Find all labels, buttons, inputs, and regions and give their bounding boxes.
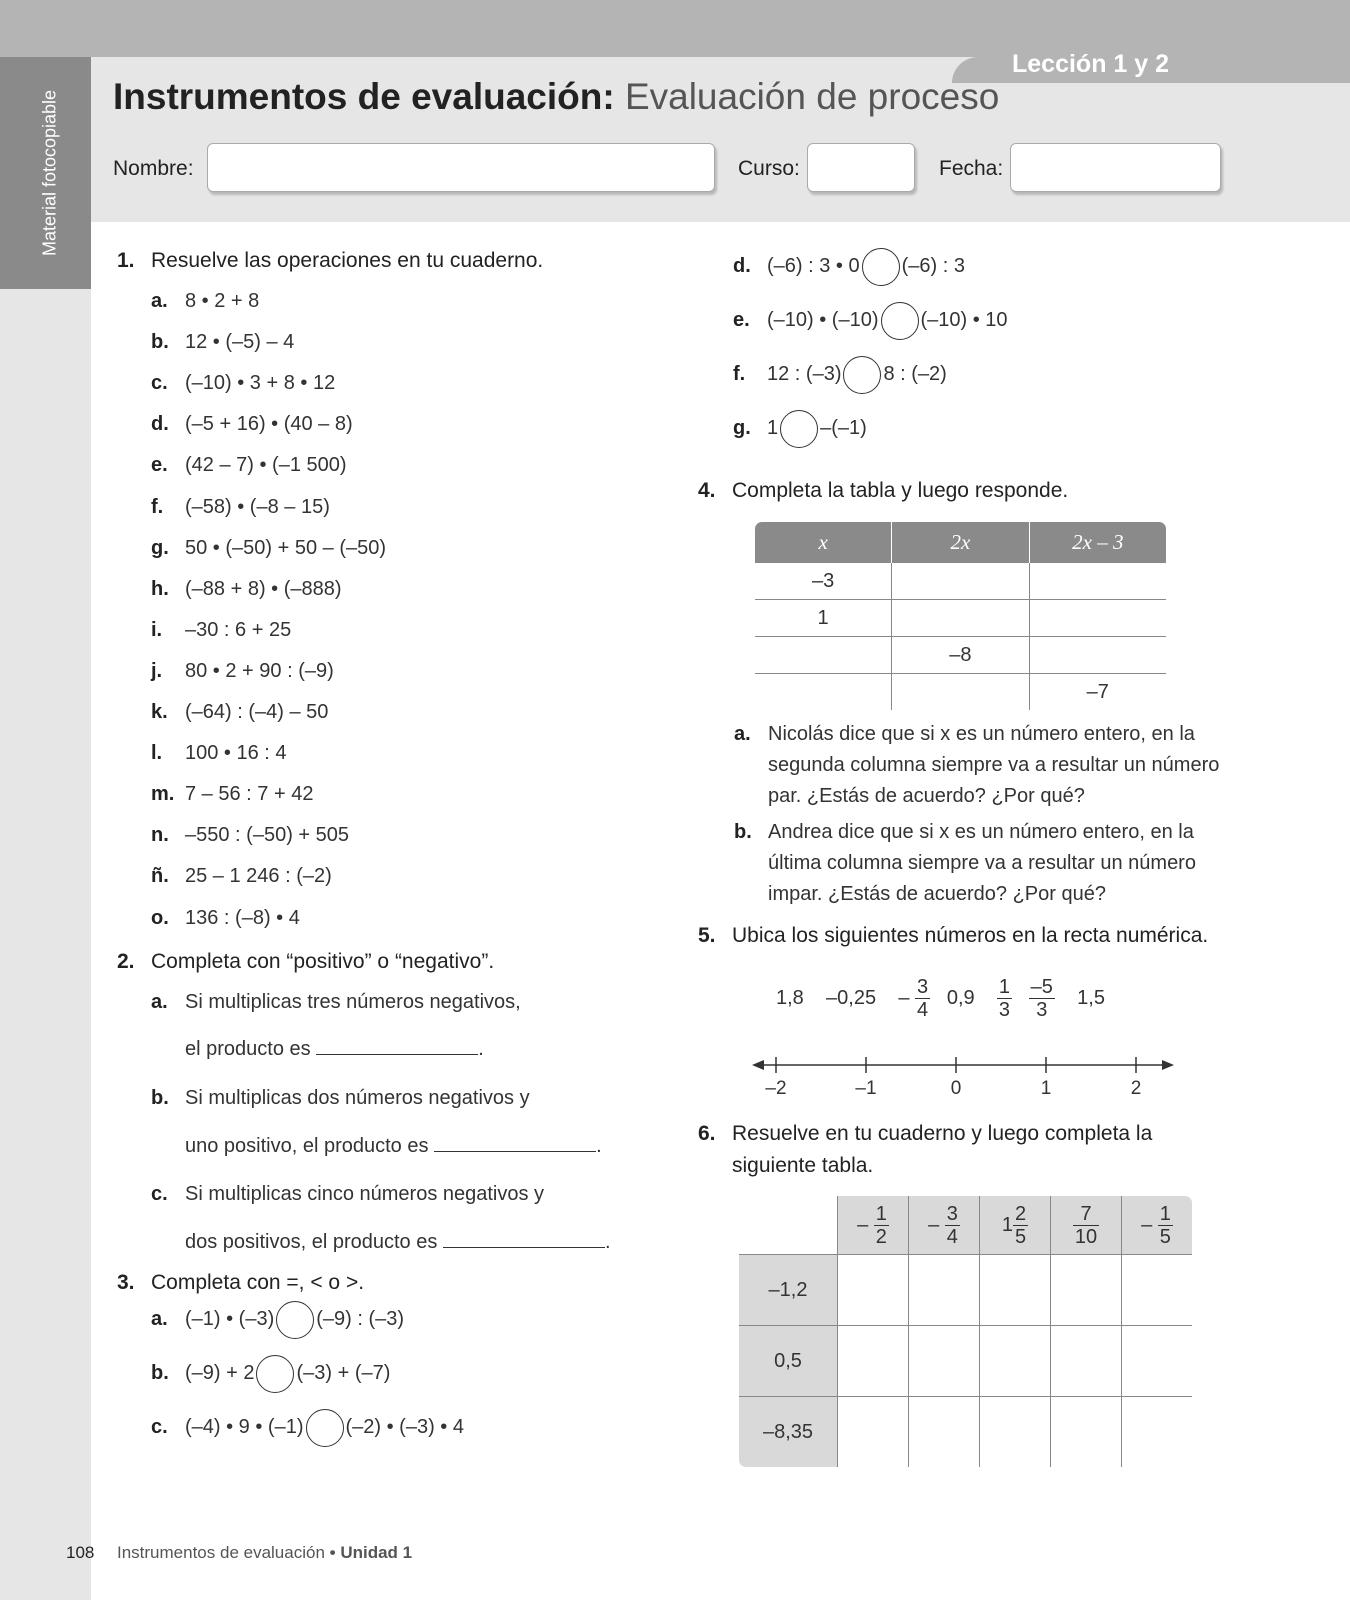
table-cell[interactable] bbox=[892, 600, 1029, 637]
course-label: Curso: bbox=[738, 157, 800, 180]
name-label: Nombre: bbox=[113, 157, 194, 180]
number-value: 1,5 bbox=[1077, 986, 1105, 1009]
item-letter: b. bbox=[151, 1087, 169, 1109]
item-letter: d. bbox=[733, 255, 751, 277]
denominator: 2 bbox=[875, 1225, 887, 1248]
item-text: 12 • (–5) – 4 bbox=[185, 331, 295, 354]
date-field[interactable] bbox=[1010, 143, 1221, 192]
number-sign: – bbox=[898, 986, 910, 1009]
column-header bbox=[838, 1196, 909, 1255]
comparison-circle[interactable] bbox=[256, 1355, 294, 1393]
answer-blank[interactable] bbox=[316, 1040, 478, 1055]
question-text: Resuelve en tu cuaderno y luego completa la bbox=[732, 1122, 1153, 1145]
item-letter: m. bbox=[151, 783, 175, 806]
q1-item bbox=[151, 413, 353, 436]
table-cell[interactable]: 1 bbox=[755, 600, 892, 637]
row-header: –8,35 bbox=[739, 1397, 838, 1468]
item-letter: o. bbox=[151, 906, 169, 929]
right-arrow-icon bbox=[1162, 1060, 1174, 1070]
question-number: 2. bbox=[117, 950, 135, 973]
numerator: 3 bbox=[917, 976, 929, 998]
table-row bbox=[739, 1397, 1193, 1468]
left-expression: (–6) : 3 • 0 bbox=[767, 255, 860, 277]
table-cell[interactable] bbox=[838, 1397, 909, 1468]
q1-item bbox=[151, 619, 291, 642]
item-text: (–5 + 16) • (40 – 8) bbox=[185, 413, 353, 436]
numerator: 3 bbox=[946, 1202, 958, 1225]
question-3 bbox=[117, 1271, 364, 1295]
sidebar-label-box bbox=[0, 57, 91, 289]
sign: – bbox=[928, 1213, 940, 1236]
q2-item-b-line2 bbox=[185, 1135, 602, 1158]
left-expression: 1 bbox=[767, 417, 779, 439]
fraction bbox=[1158, 1203, 1173, 1248]
item-letter: f. bbox=[733, 363, 746, 385]
page-title bbox=[113, 76, 999, 118]
table-cell[interactable] bbox=[1051, 1255, 1122, 1326]
question-6 bbox=[698, 1122, 1152, 1146]
footer-book: Instrumentos de evaluación bbox=[117, 1543, 325, 1562]
table-cell[interactable] bbox=[909, 1326, 980, 1397]
q1-item bbox=[151, 824, 349, 847]
date-label: Fecha: bbox=[939, 157, 1004, 180]
item-text: uno positivo, el producto es bbox=[185, 1135, 429, 1157]
item-text: 80 • 2 + 90 : (–9) bbox=[185, 659, 334, 682]
table-row bbox=[739, 1326, 1193, 1397]
numerator: 1 bbox=[875, 1202, 887, 1225]
q4-item-b bbox=[734, 817, 1213, 910]
q3-item bbox=[733, 300, 1008, 340]
sign: – bbox=[1141, 1213, 1153, 1236]
item-text: –30 : 6 + 25 bbox=[185, 618, 292, 641]
comparison-circle[interactable] bbox=[881, 302, 919, 340]
right-expression: (–2) • (–3) • 4 bbox=[345, 1416, 464, 1438]
title-subtitle: Evaluación de proceso bbox=[624, 76, 1000, 117]
whole: 1 bbox=[1001, 1213, 1013, 1236]
question-number: 4. bbox=[698, 479, 716, 502]
table-cell[interactable]: –8 bbox=[892, 637, 1029, 674]
name-field[interactable] bbox=[207, 143, 715, 192]
q2-item-b bbox=[151, 1087, 530, 1110]
table-cell[interactable] bbox=[892, 563, 1029, 600]
column-header bbox=[1122, 1196, 1193, 1255]
item-text: 8 • 2 + 8 bbox=[185, 290, 260, 312]
q2-item-c bbox=[151, 1183, 544, 1206]
q5-numbers bbox=[776, 976, 1105, 1021]
comparison-circle[interactable] bbox=[843, 356, 881, 394]
table-cell[interactable] bbox=[892, 674, 1029, 711]
q2-item-c-line2 bbox=[185, 1231, 611, 1254]
row-header: –1,2 bbox=[739, 1255, 838, 1326]
q1-item bbox=[151, 537, 386, 560]
footer-unit: Unidad 1 bbox=[340, 1543, 413, 1562]
right-expression: (–9) : (–3) bbox=[316, 1308, 405, 1330]
q1-item bbox=[151, 331, 294, 354]
table-cell[interactable] bbox=[909, 1397, 980, 1468]
right-expression: (–10) • 10 bbox=[920, 309, 1008, 331]
item-letter: b. bbox=[151, 1362, 169, 1384]
question-number: 5. bbox=[698, 924, 716, 947]
q4-item-a bbox=[734, 719, 1228, 812]
page-number: 108 bbox=[66, 1543, 95, 1562]
table-row bbox=[739, 1255, 1193, 1326]
left-expression: (–4) • 9 • (–1) bbox=[185, 1416, 304, 1438]
denominator: 5 bbox=[1159, 1225, 1171, 1248]
corner-cell bbox=[739, 1196, 838, 1255]
numerator: 1 bbox=[1159, 1202, 1171, 1225]
table-cell[interactable] bbox=[1051, 1397, 1122, 1468]
table-header: 2x – 3 bbox=[1029, 522, 1166, 563]
fraction bbox=[874, 1203, 889, 1248]
table-cell[interactable] bbox=[838, 1255, 909, 1326]
table-cell[interactable] bbox=[1122, 1397, 1193, 1468]
number-line-ticks bbox=[765, 1057, 1141, 1099]
fraction bbox=[1029, 976, 1055, 1021]
number-line[interactable] bbox=[750, 1050, 1180, 1100]
column-header bbox=[909, 1196, 980, 1255]
numerator: 2 bbox=[1015, 1202, 1027, 1225]
table-cell[interactable] bbox=[1122, 1326, 1193, 1397]
right-expression: (–3) + (–7) bbox=[296, 1362, 391, 1384]
item-letter: f. bbox=[151, 495, 164, 518]
item-text: Nicolás dice que si x es un número entero, en la segunda columna siempre va a resultar un número par. ¿Estás de acuerdo? ¿Por qué? bbox=[768, 723, 1220, 807]
question-text: Completa la tabla y luego responde. bbox=[732, 479, 1069, 502]
left-expression: 12 : (–3) bbox=[767, 363, 842, 385]
course-field[interactable] bbox=[807, 143, 915, 192]
question-text: Resuelve las operaciones en tu cuaderno. bbox=[151, 249, 544, 272]
q3-item bbox=[151, 1353, 390, 1393]
fraction bbox=[915, 976, 930, 1021]
tick-label: 0 bbox=[950, 1078, 962, 1099]
right-expression: 8 : (–2) bbox=[883, 363, 947, 385]
item-text: (–88 + 8) • (–888) bbox=[185, 577, 342, 600]
table-cell[interactable] bbox=[980, 1397, 1051, 1468]
question-number: 3. bbox=[117, 1271, 135, 1294]
item-text: Andrea dice que si x es un número entero, en la última columna siempre va a resultar un número impar. ¿Estás de acuerdo? ¿Por qué? bbox=[768, 821, 1196, 905]
item-letter: c. bbox=[151, 372, 168, 395]
question-number: 6. bbox=[698, 1122, 716, 1145]
left-expression: (–9) + 2 bbox=[185, 1362, 255, 1384]
numerator: –5 bbox=[1030, 976, 1053, 998]
item-text: (–58) • (–8 – 15) bbox=[185, 495, 330, 518]
comparison-circle[interactable] bbox=[780, 410, 818, 448]
question-text: Ubica los siguientes números en la recta numérica. bbox=[732, 924, 1209, 947]
question-6-line2: siguiente tabla. bbox=[732, 1154, 874, 1177]
column-header bbox=[980, 1196, 1051, 1255]
period: . bbox=[478, 1038, 484, 1060]
q1-item bbox=[151, 783, 313, 806]
number-value: 1,8 bbox=[776, 986, 804, 1009]
footer-text bbox=[117, 1543, 412, 1563]
table-row bbox=[755, 563, 1167, 600]
denominator: 3 bbox=[1036, 999, 1048, 1021]
q6-table bbox=[738, 1195, 1193, 1468]
answer-blank[interactable] bbox=[434, 1137, 596, 1152]
item-letter: h. bbox=[151, 577, 169, 600]
period: . bbox=[596, 1135, 602, 1157]
q3-item bbox=[733, 246, 965, 286]
q6-table-body bbox=[739, 1255, 1193, 1468]
item-letter: a. bbox=[151, 290, 168, 312]
table-cell[interactable] bbox=[1029, 600, 1166, 637]
q1-item bbox=[151, 907, 300, 930]
numerator: 1 bbox=[998, 976, 1010, 998]
denominator: 5 bbox=[1015, 1225, 1027, 1248]
q3-item bbox=[733, 354, 947, 394]
item-letter: g. bbox=[733, 417, 751, 439]
item-text: Si multiplicas dos números negativos y bbox=[185, 1087, 530, 1109]
q4-table-body bbox=[755, 563, 1167, 711]
table-cell[interactable] bbox=[1051, 1326, 1122, 1397]
q1-item bbox=[151, 290, 259, 313]
item-letter: n. bbox=[151, 824, 169, 847]
table-cell[interactable] bbox=[980, 1255, 1051, 1326]
comparison-circle[interactable] bbox=[862, 248, 900, 286]
item-text: Si multiplicas cinco números negativos y bbox=[185, 1183, 545, 1205]
item-text: 136 : (–8) • 4 bbox=[185, 906, 300, 929]
number-value: –0,25 bbox=[826, 986, 877, 1009]
fraction bbox=[1073, 1203, 1099, 1248]
q1-item bbox=[151, 578, 342, 601]
q4-table bbox=[754, 521, 1167, 711]
sign: – bbox=[857, 1213, 869, 1236]
table-cell[interactable]: –7 bbox=[1029, 674, 1166, 711]
item-letter: k. bbox=[151, 701, 168, 723]
period: . bbox=[604, 1231, 611, 1253]
item-text: 50 • (–50) + 50 – (–50) bbox=[185, 536, 387, 559]
question-5 bbox=[698, 924, 1208, 948]
table-cell[interactable] bbox=[1029, 637, 1166, 674]
question-1 bbox=[117, 249, 543, 273]
table-header: 2x bbox=[892, 522, 1029, 563]
row-header: 0,5 bbox=[739, 1326, 838, 1397]
question-number: 1. bbox=[117, 249, 135, 272]
item-letter: b. bbox=[151, 331, 169, 354]
left-expression: (–10) • (–10) bbox=[767, 309, 879, 331]
item-letter: e. bbox=[151, 454, 168, 477]
q1-item bbox=[151, 496, 330, 519]
item-letter: e. bbox=[733, 309, 750, 331]
item-text: –550 : (–50) + 505 bbox=[185, 824, 350, 847]
table-cell[interactable] bbox=[755, 674, 892, 711]
q2-item-a-line2 bbox=[185, 1038, 484, 1061]
q1-item bbox=[151, 454, 347, 477]
q1-item bbox=[151, 865, 332, 888]
comparison-circle[interactable] bbox=[306, 1409, 344, 1447]
q3-item bbox=[151, 1407, 464, 1447]
q1-item bbox=[151, 742, 287, 765]
item-letter: a. bbox=[151, 1308, 168, 1330]
top-bar bbox=[0, 0, 1350, 57]
left-expression: (–1) • (–3) bbox=[185, 1308, 275, 1330]
numerator: 7 bbox=[1073, 1203, 1099, 1226]
q2-item-a bbox=[151, 991, 521, 1014]
table-row bbox=[755, 600, 1167, 637]
item-text: 25 – 1 246 : (–2) bbox=[185, 865, 332, 888]
denominator: 4 bbox=[917, 999, 929, 1021]
table-cell[interactable]: –3 bbox=[755, 563, 892, 600]
column-header bbox=[1051, 1196, 1122, 1255]
item-text: 7 – 56 : 7 + 42 bbox=[185, 783, 314, 806]
number-value: 0,9 bbox=[946, 986, 975, 1009]
q1-item bbox=[151, 701, 328, 724]
item-letter: j. bbox=[151, 659, 163, 682]
tick-label: –2 bbox=[765, 1078, 787, 1099]
footer-separator: • bbox=[324, 1543, 341, 1562]
denominator: 10 bbox=[1074, 1225, 1098, 1248]
tick-label: 1 bbox=[1040, 1078, 1052, 1099]
question-text: Completa con “positivo” o “negativo”. bbox=[151, 950, 495, 973]
item-text: dos positivos, el producto es bbox=[185, 1231, 438, 1253]
item-letter: l. bbox=[151, 742, 163, 765]
table-cell[interactable] bbox=[909, 1255, 980, 1326]
item-letter: i. bbox=[151, 618, 163, 641]
right-expression: (–6) : 3 bbox=[901, 255, 965, 277]
item-letter: ñ. bbox=[151, 865, 169, 888]
table-row bbox=[755, 637, 1167, 674]
item-text: Si multiplicas tres números negativos, bbox=[185, 991, 521, 1013]
fraction bbox=[1013, 1203, 1028, 1248]
table-row bbox=[755, 674, 1167, 711]
table-cell[interactable] bbox=[755, 637, 892, 674]
item-letter: d. bbox=[151, 413, 169, 436]
item-text: (42 – 7) • (–1 500) bbox=[185, 454, 347, 477]
item-text: el producto es bbox=[185, 1038, 311, 1060]
tick-label: –1 bbox=[855, 1078, 877, 1099]
question-4 bbox=[698, 479, 1068, 503]
denominator: 3 bbox=[998, 999, 1010, 1021]
item-letter: b. bbox=[734, 821, 752, 843]
q1-item bbox=[151, 372, 335, 395]
sidebar-label: Material fotocopiable bbox=[39, 89, 60, 257]
q3-item bbox=[151, 1299, 404, 1339]
table-cell[interactable] bbox=[1029, 563, 1166, 600]
table-cell[interactable] bbox=[980, 1326, 1051, 1397]
item-text: (–64) : (–4) – 50 bbox=[185, 701, 329, 723]
question-2 bbox=[117, 950, 494, 974]
item-text: (–10) • 3 + 8 • 12 bbox=[185, 372, 336, 395]
question-text: Completa con =, < o >. bbox=[151, 1271, 365, 1294]
comparison-circle[interactable] bbox=[276, 1301, 314, 1339]
item-letter: c. bbox=[151, 1183, 168, 1205]
table-cell[interactable] bbox=[1122, 1255, 1193, 1326]
lesson-label: Lección 1 y 2 bbox=[1012, 50, 1170, 78]
table-cell[interactable] bbox=[838, 1326, 909, 1397]
q1-item bbox=[151, 660, 334, 683]
left-arrow-icon bbox=[752, 1060, 764, 1070]
item-text: 100 • 16 : 4 bbox=[185, 742, 287, 765]
item-letter: g. bbox=[151, 536, 169, 559]
fraction bbox=[997, 976, 1012, 1021]
title-bold: Instrumentos de evaluación: bbox=[113, 76, 615, 117]
right-expression: –(–1) bbox=[820, 417, 867, 439]
table-header: x bbox=[755, 522, 892, 563]
item-letter: a. bbox=[734, 723, 751, 745]
tick-label: 2 bbox=[1130, 1078, 1142, 1099]
fraction bbox=[945, 1203, 960, 1248]
denominator: 4 bbox=[946, 1225, 958, 1248]
item-letter: c. bbox=[151, 1416, 168, 1438]
answer-blank[interactable] bbox=[443, 1233, 605, 1248]
q3-item bbox=[733, 408, 867, 448]
item-letter: a. bbox=[151, 991, 168, 1013]
